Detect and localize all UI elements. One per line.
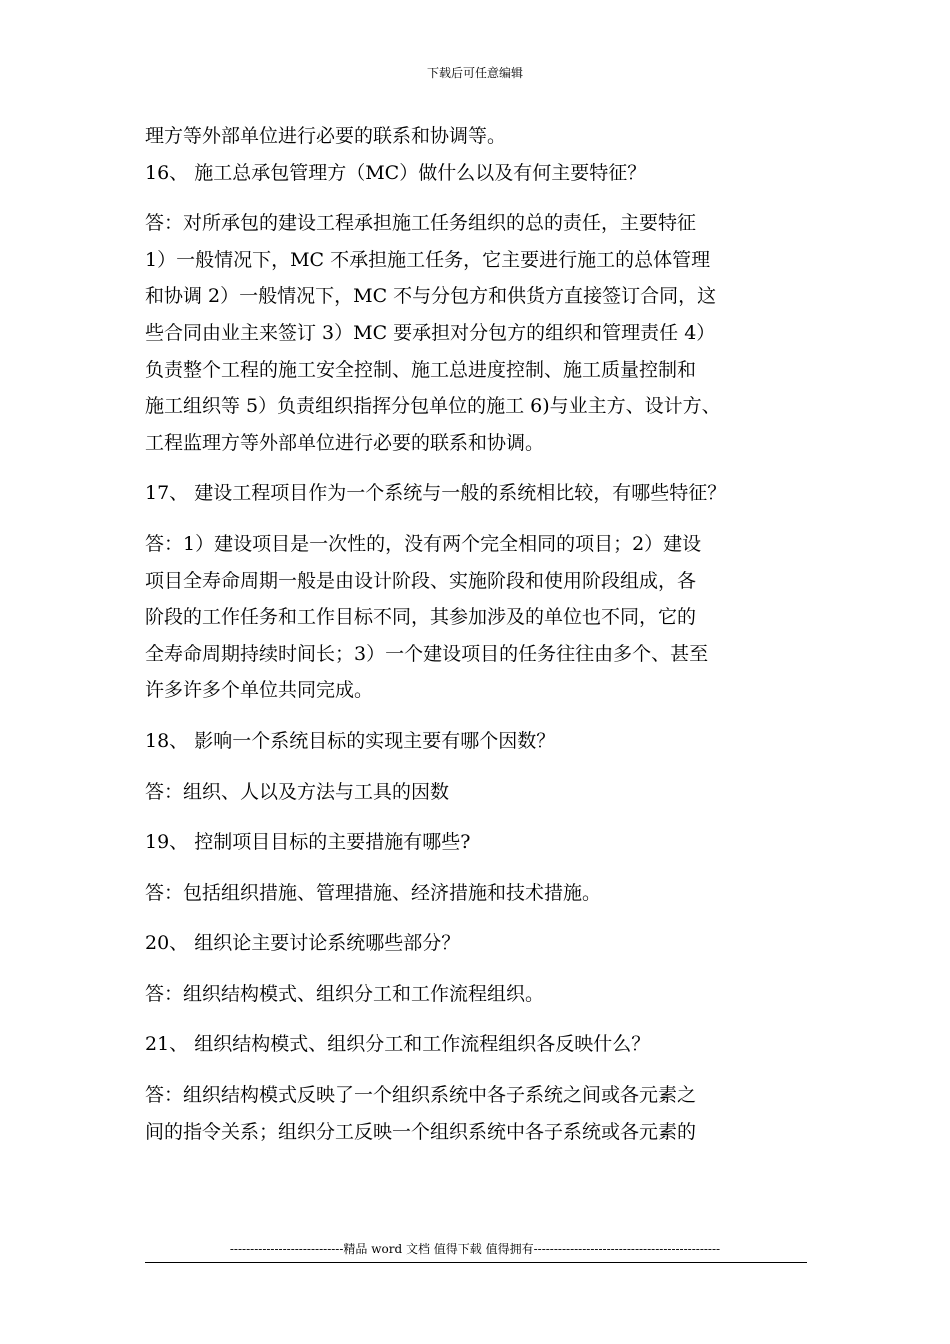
answer-16-line: 些合同由业主来签订 3）MC 要承担对分包方的组织和管理责任 4） [145,321,716,344]
answer-16-line: 工程监理方等外部单位进行必要的联系和协调。 [145,431,545,454]
answer-19: 答：包括组织措施、管理措施、经济措施和技术措施。 [145,881,602,904]
question-19: 19、 控制项目目标的主要措施有哪些? [145,831,471,854]
answer-21-line: 间的指令关系；组织分工反映一个组织系统中各子系统或各元素的 [145,1120,697,1143]
answer-20: 答：组织结构模式、组织分工和工作流程组织。 [145,982,545,1005]
question-21: 21、 组织结构模式、组织分工和工作流程组织各反映什么？ [145,1033,651,1056]
page-header-note: 下载后可任意编辑 [426,66,523,80]
answer-16-line: 施工组织等 5）负责组织指挥分包单位的施工 6)与业主方、设计方、 [145,395,721,418]
document-body [145,118,825,1150]
answer-16-line: 1）一般情况下，MC 不承担施工任务，它主要进行施工的总体管理 [145,248,711,271]
question-17: 17、 建设工程项目作为一个系统与一般的系统相比较，有哪些特征？ [145,482,727,505]
answer-17-line: 答：1）建设项目是一次性的，没有两个完全相同的项目；2）建设 [145,532,702,555]
question-20: 20、 组织论主要讨论系统哪些部分？ [145,932,461,955]
footer-divider [145,1262,807,1263]
answer-21-line: 答：组织结构模式反映了一个组织系统中各子系统之间或各元素之 [145,1084,697,1107]
answer-16-line: 负责整个工程的施工安全控制、施工总进度控制、施工质量控制和 [145,358,697,381]
question-18: 18、 影响一个系统目标的实现主要有哪个因数？ [145,729,556,752]
answer-17-line: 全寿命周期持续时间长；3）一个建设项目的任务往往由多个、甚至 [145,642,709,665]
answer-17-line: 阶段的工作任务和工作目标不同，其参加涉及的单位也不同，它的 [145,606,697,629]
answer-18: 答：组织、人以及方法与工具的因数 [145,780,450,803]
answer-17-line: 项目全寿命周期一般是由设计阶段、实施阶段和使用阶段组成，各 [145,569,697,592]
text-line: 理方等外部单位进行必要的联系和协调等。 [145,125,507,147]
answer-16-line: 和协调 2）一般情况下，MC 不与分包方和供货方直接签订合同，这 [145,285,717,308]
answer-17-line: 许多许多个单位共同完成。 [145,679,374,702]
page-footer-note: ----------------------------精品 word 文档 值得下载 值得拥有---------------------------------------------- [229,1242,721,1256]
question-16: 16、 施工总承包管理方（MC）做什么以及有何主要特征？ [145,161,647,184]
answer-16-line: 答：对所承包的建设工程承担施工任务组织的总的责任，主要特征 [145,212,697,235]
